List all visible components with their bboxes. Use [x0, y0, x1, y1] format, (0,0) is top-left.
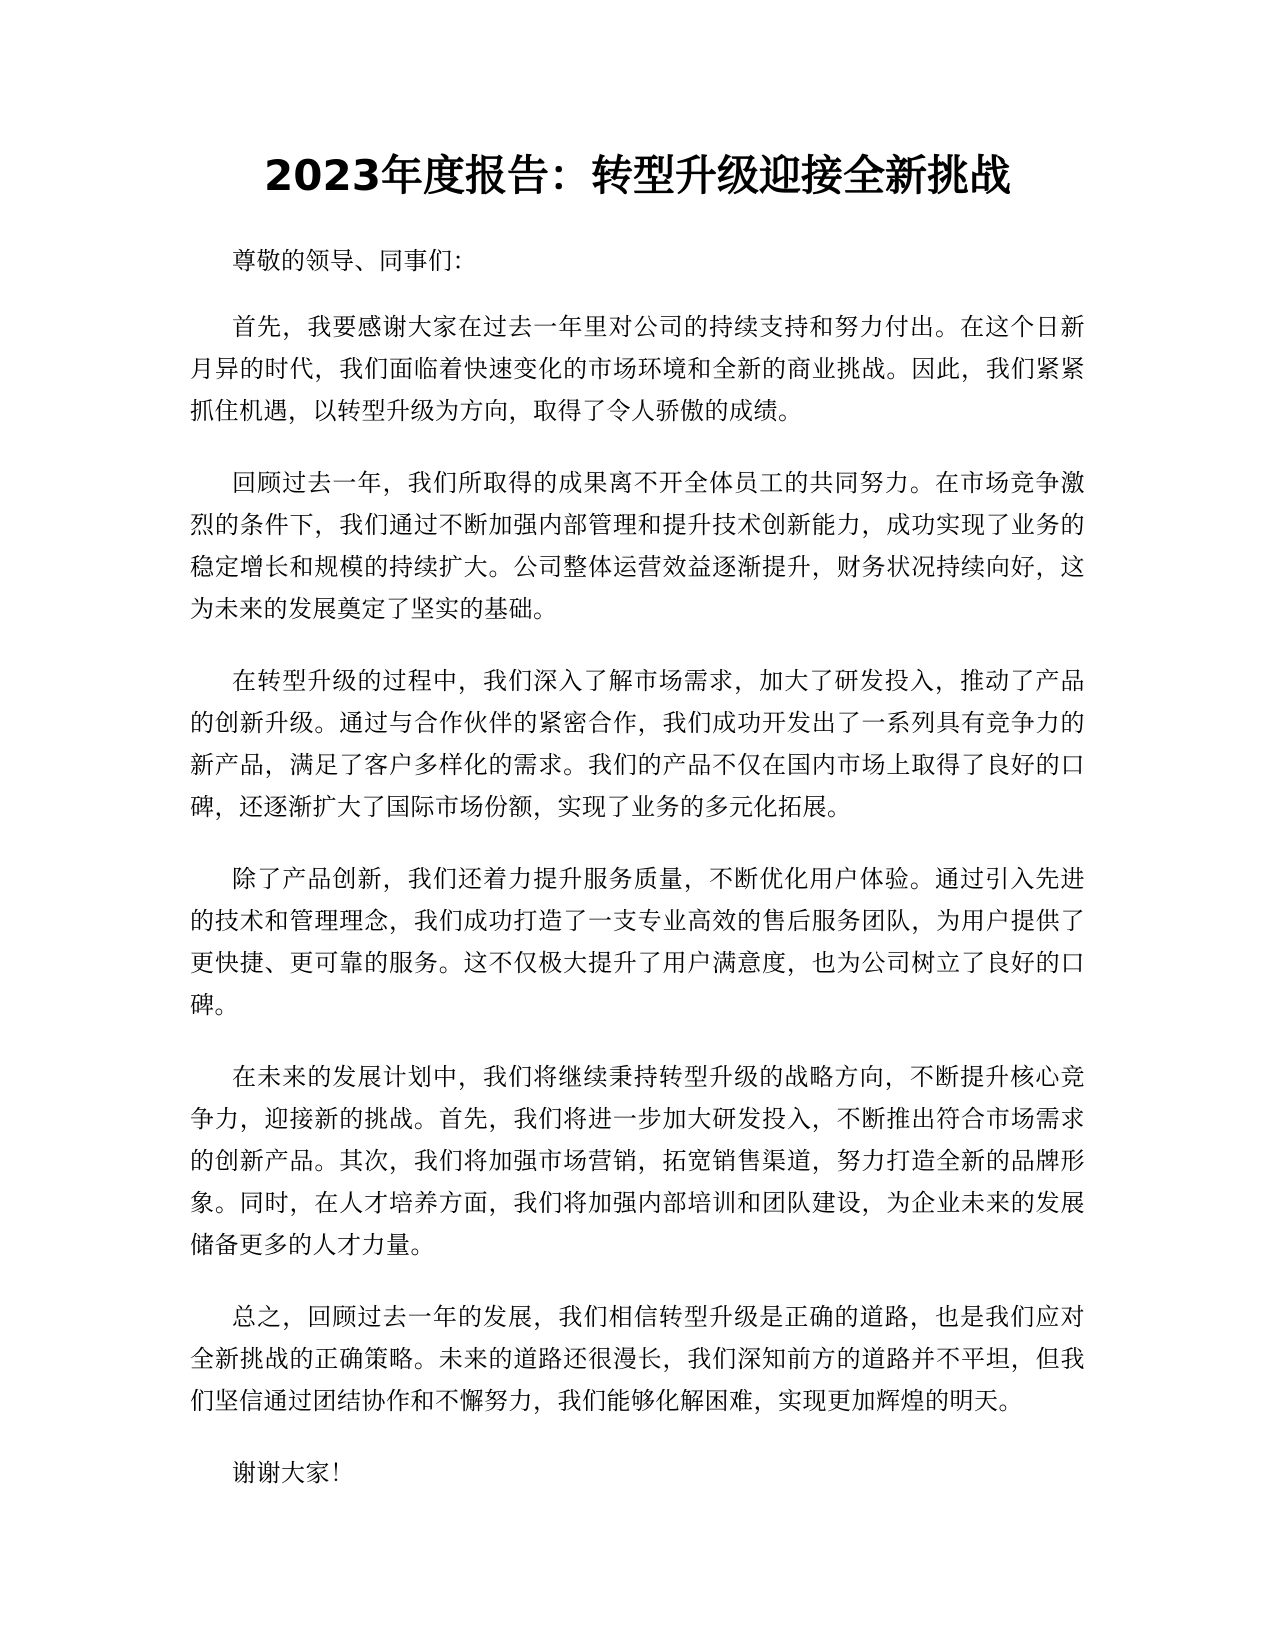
body-paragraph: 总之，回顾过去一年的发展，我们相信转型升级是正确的道路，也是我们应对全新挑战的正确策略。未来的道路还很漫长，我们深知前方的道路并不平坦，但我们坚信通过团结协作和不懈努力，我们能够化解困难，实现更加辉煌的明天。	[190, 1303, 1085, 1415]
body-paragraph: 首先，我要感谢大家在过去一年里对公司的持续支持和努力付出。在这个日新月异的时代，我们面临着快速变化的市场环境和全新的商业挑战。因此，我们紧紧抓住机遇，以转型升级为方向，取得了令人骄傲的成绩。	[190, 313, 1085, 425]
body-paragraph: 在转型升级的过程中，我们深入了解市场需求，加大了研发投入，推动了产品的创新升级。通过与合作伙伴的紧密合作，我们成功开发出了一系列具有竞争力的新产品，满足了客户多样化的需求。我们的产品不仅在国内市场上取得了良好的口碑，还逐渐扩大了国际市场份额，实现了业务的多元化拓展。	[190, 667, 1085, 821]
document-body	[190, 240, 1085, 1524]
body-paragraph: 回顾过去一年，我们所取得的成果离不开全体员工的共同努力。在市场竞争激烈的条件下，我们通过不断加强内部管理和提升技术创新能力，成功实现了业务的稳定增长和规模的持续扩大。公司整体运营效益逐渐提升，财务状况持续向好，这为未来的发展奠定了坚实的基础。	[190, 469, 1085, 623]
document-title: 2023年度报告：转型升级迎接全新挑战	[264, 151, 1011, 200]
body-paragraph: 除了产品创新，我们还着力提升服务质量，不断优化用户体验。通过引入先进的技术和管理理念，我们成功打造了一支专业高效的售后服务团队，为用户提供了更快捷、更可靠的服务。这不仅极大提升了用户满意度，也为公司树立了良好的口碑。	[190, 865, 1085, 1019]
body-paragraph: 在未来的发展计划中，我们将继续秉持转型升级的战略方向，不断提升核心竞争力，迎接新的挑战。首先，我们将进一步加大研发投入，不断推出符合市场需求的创新产品。其次，我们将加强市场营销，拓宽销售渠道，努力打造全新的品牌形象。同时，在人才培养方面，我们将加强内部培训和团队建设，为企业未来的发展储备更多的人才力量。	[190, 1063, 1085, 1259]
salutation-paragraph: 尊敬的领导、同事们：	[232, 247, 477, 275]
closing-paragraph: 谢谢大家！	[232, 1459, 355, 1487]
